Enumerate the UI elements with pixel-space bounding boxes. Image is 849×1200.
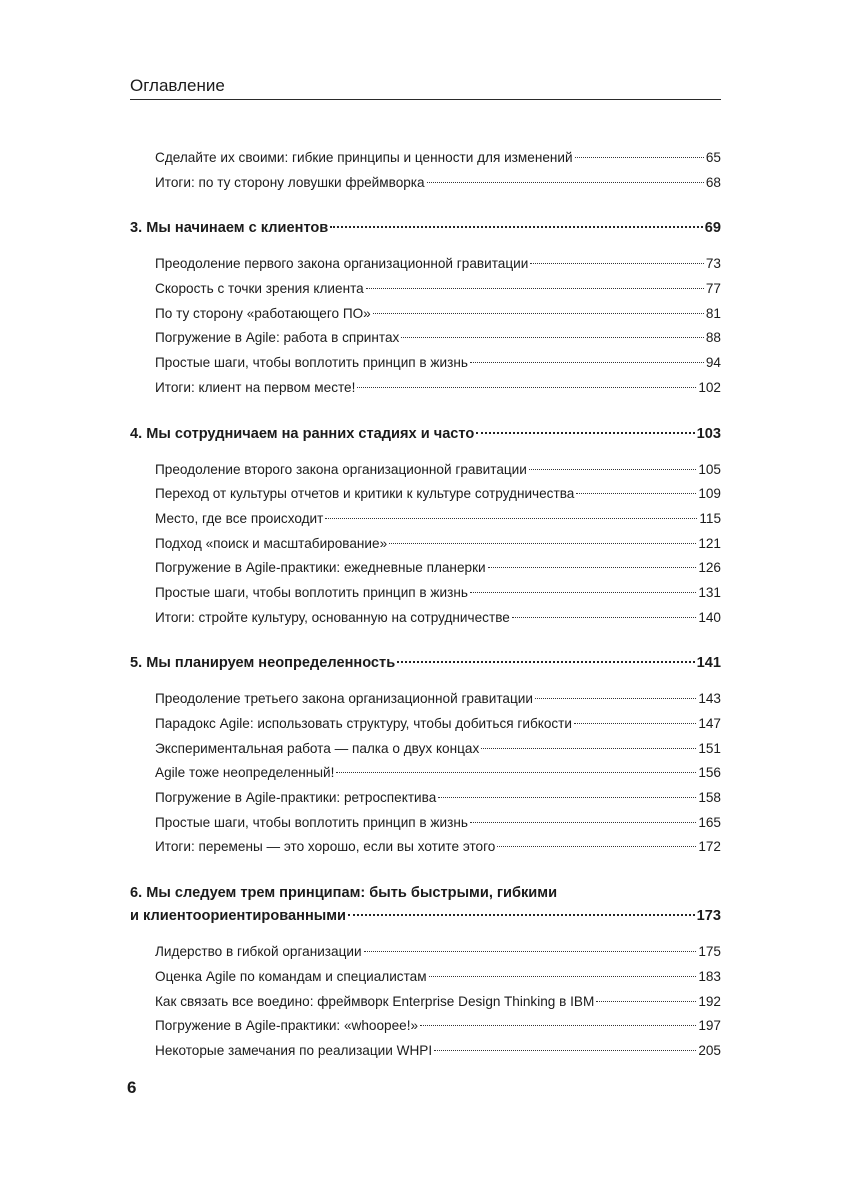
toc-entry-title: Преодоление второго закона организационной гравитации [155, 461, 527, 477]
chapter-entry-page: 103 [696, 425, 721, 442]
chapter-heading [130, 652, 721, 675]
dot-leader [357, 387, 696, 388]
toc-entry-page: 126 [698, 560, 721, 576]
toc-entry[interactable] [130, 811, 721, 836]
toc-entry[interactable] [130, 737, 721, 762]
toc-entry-page: 140 [698, 609, 721, 625]
dot-leader [429, 976, 697, 977]
chapter-entry-page: 173 [696, 908, 721, 925]
dot-leader [373, 313, 704, 314]
toc-entry[interactable] [130, 940, 721, 965]
running-header [130, 74, 721, 100]
dot-leader [438, 797, 696, 798]
toc-entry-page: 121 [698, 535, 721, 551]
toc-entry-title: Некоторые замечания по реализации WHPI [155, 1042, 433, 1058]
dot-leader [596, 1001, 696, 1002]
toc-entry-title: Простые шаги, чтобы воплотить принцип в жизнь [155, 584, 468, 600]
toc-entry-title: Погружение в Agile-практики: ретроспектива [155, 790, 437, 806]
toc-entry-page: 105 [698, 461, 721, 477]
chapter-entry[interactable] [130, 905, 721, 928]
toc-entry-title: Преодоление первого закона организационной гравитации [155, 256, 529, 272]
toc-entry[interactable] [130, 1014, 721, 1039]
toc-entry[interactable] [130, 252, 721, 277]
dot-leader [420, 1025, 696, 1026]
dot-leader [401, 337, 704, 338]
toc-entry-page: 192 [698, 993, 721, 1009]
toc-entry-page: 172 [698, 839, 721, 855]
toc-entry[interactable] [130, 965, 721, 990]
toc-entry-title: Лидерство в гибкой организации [155, 944, 362, 960]
dot-leader [397, 661, 694, 663]
toc-entry-title: Как связать все воедино: фреймворк Enterprise Design Thinking в IBM [155, 993, 595, 1009]
chapter-sections [130, 252, 721, 400]
toc-entry-page: 156 [698, 765, 721, 781]
chapter-entry[interactable] [130, 423, 721, 446]
dot-leader [470, 592, 696, 593]
chapter-heading [130, 882, 721, 928]
chapter-sections [130, 458, 721, 631]
dot-leader [348, 914, 695, 916]
dot-leader [530, 263, 704, 264]
header-rule [130, 99, 721, 100]
toc-entry[interactable] [130, 376, 721, 401]
toc-entry-page: 88 [705, 330, 721, 346]
chapter-entry-page: 69 [704, 220, 721, 237]
chapter-heading [130, 423, 721, 446]
toc-entry-title: Парадокс Agile: использовать структуру, чтобы добиться гибкости [155, 716, 573, 731]
toc-entry-title: Оценка Agile по командам и специалистам [155, 968, 427, 984]
chapter-entry-title: 4. Мы сотрудничаем на ранних стадиях и часто [130, 425, 475, 442]
toc-entry-page: 81 [705, 305, 721, 321]
toc-entry[interactable] [130, 786, 721, 811]
header-title: Оглавление [130, 76, 225, 95]
toc-entry-page: 65 [705, 150, 721, 165]
dot-leader [389, 543, 696, 544]
dot-leader [488, 567, 697, 568]
toc-entry[interactable] [130, 532, 721, 557]
toc-entry-page: 165 [698, 814, 721, 830]
chapter-heading [130, 217, 721, 240]
toc-entry-title: Итоги: перемены — это хорошо, если вы хотите этого [155, 839, 496, 855]
toc-entry[interactable] [130, 302, 721, 327]
toc-entry[interactable] [130, 507, 721, 532]
chapter-sections [130, 940, 721, 1063]
toc-entry-page: 175 [698, 944, 721, 960]
continued-section [130, 146, 721, 195]
toc-entry-page: 68 [705, 174, 721, 190]
toc-entry-title: Погружение в Agile: работа в спринтах [155, 330, 400, 346]
dot-leader [512, 617, 696, 618]
toc-entry-title: Место, где все происходит [155, 510, 324, 526]
dot-leader [576, 493, 696, 494]
toc-entry-page: 77 [705, 281, 721, 297]
toc-entry-title: Экспериментальная работа — палка о двух концах [155, 740, 480, 756]
toc-entry[interactable] [130, 351, 721, 376]
toc-entry-title: Преодоление третьего закона организационной гравитации [155, 691, 533, 707]
dot-leader [470, 362, 704, 363]
toc-entry-title: Простые шаги, чтобы воплотить принцип в жизнь [155, 814, 468, 830]
toc-entry-page: 183 [698, 968, 721, 984]
dot-leader [364, 951, 697, 952]
dot-leader [497, 846, 696, 847]
toc-entry-page: 131 [698, 584, 721, 600]
toc-entry[interactable] [130, 146, 721, 171]
toc-entry-page: 151 [698, 740, 721, 756]
toc-entry[interactable] [130, 277, 721, 302]
toc-entry-title: Переход от культуры отчетов и критики к культуре сотрудничества [155, 486, 575, 502]
toc-entry-title: Итоги: клиент на первом месте! [155, 379, 356, 395]
toc-entry-title: По ту сторону «работающего ПО» [155, 305, 371, 321]
dot-leader [476, 432, 694, 434]
toc-entry[interactable] [130, 990, 721, 1015]
toc-entry-page: 115 [699, 510, 721, 526]
toc-entry-title: Погружение в Agile-практики: «whoopee!» [155, 1018, 419, 1034]
toc-entry-title: Скорость с точки зрения клиента [155, 281, 364, 297]
toc-entry[interactable] [130, 326, 721, 351]
toc-entry-page: 73 [705, 256, 721, 272]
toc-entry-page: 205 [698, 1042, 721, 1058]
table-of-contents [130, 146, 721, 1064]
toc-entry[interactable] [130, 171, 721, 196]
toc-entry[interactable] [130, 1039, 721, 1064]
toc-entry-page: 109 [698, 486, 721, 502]
toc-entry-page: 102 [698, 379, 721, 395]
chapter-sections [130, 687, 721, 860]
chapter-entry-title: и клиентоориентированными [130, 908, 346, 925]
toc-entry[interactable] [130, 835, 721, 860]
toc-entry-page: 94 [705, 355, 721, 371]
toc-entry-title: Итоги: стройте культуру, основанную на сотрудничестве [155, 609, 510, 625]
toc-entry-page: 147 [698, 716, 721, 731]
dot-leader [574, 723, 696, 724]
toc-entry[interactable] [130, 687, 721, 712]
toc-entry-title: Сделайте их своими: гибкие принципы и ценности для изменений [155, 150, 573, 165]
dot-leader [336, 772, 696, 773]
dot-leader [366, 288, 704, 289]
toc-entry-title: Подход «поиск и масштабирование» [155, 535, 388, 551]
dot-leader [434, 1050, 696, 1051]
toc-entry[interactable] [130, 556, 721, 581]
chapter-entry[interactable] [130, 217, 721, 240]
dot-leader [481, 748, 696, 749]
chapter-title-line1: 6. Мы следуем трем принципам: быть быстрыми, гибкими [130, 885, 558, 902]
dot-leader [427, 182, 704, 183]
chapter-entry-page: 141 [696, 655, 721, 672]
dot-leader [535, 698, 696, 699]
dot-leader [330, 226, 702, 228]
toc-entry[interactable] [130, 606, 721, 631]
chapter-entry-title: 3. Мы начинаем с клиентов [130, 220, 329, 237]
toc-entry[interactable] [130, 482, 721, 507]
chapter-entry-title: 5. Мы планируем неопределенность [130, 655, 396, 672]
toc-entry-page: 197 [698, 1018, 721, 1034]
page-number: 6 [127, 1078, 137, 1097]
chapter-entry[interactable] [130, 652, 721, 675]
toc-entry[interactable] [130, 458, 721, 483]
dot-leader [575, 157, 704, 158]
toc-entry-page: 143 [698, 691, 721, 707]
toc-entry-title: Погружение в Agile-практики: ежедневные планерки [155, 560, 486, 576]
dot-leader [529, 469, 696, 470]
toc-entry[interactable] [130, 712, 721, 737]
toc-entry-title: Простые шаги, чтобы воплотить принцип в жизнь [155, 355, 468, 371]
toc-entry[interactable] [130, 761, 721, 786]
dot-leader [470, 822, 696, 823]
toc-entry[interactable] [130, 581, 721, 606]
dot-leader [325, 518, 697, 519]
toc-entry-title: Итоги: по ту сторону ловушки фреймворка [155, 174, 425, 190]
toc-entry-page: 158 [698, 790, 721, 806]
toc-entry-title: Agile тоже неопределенный! [155, 765, 335, 781]
